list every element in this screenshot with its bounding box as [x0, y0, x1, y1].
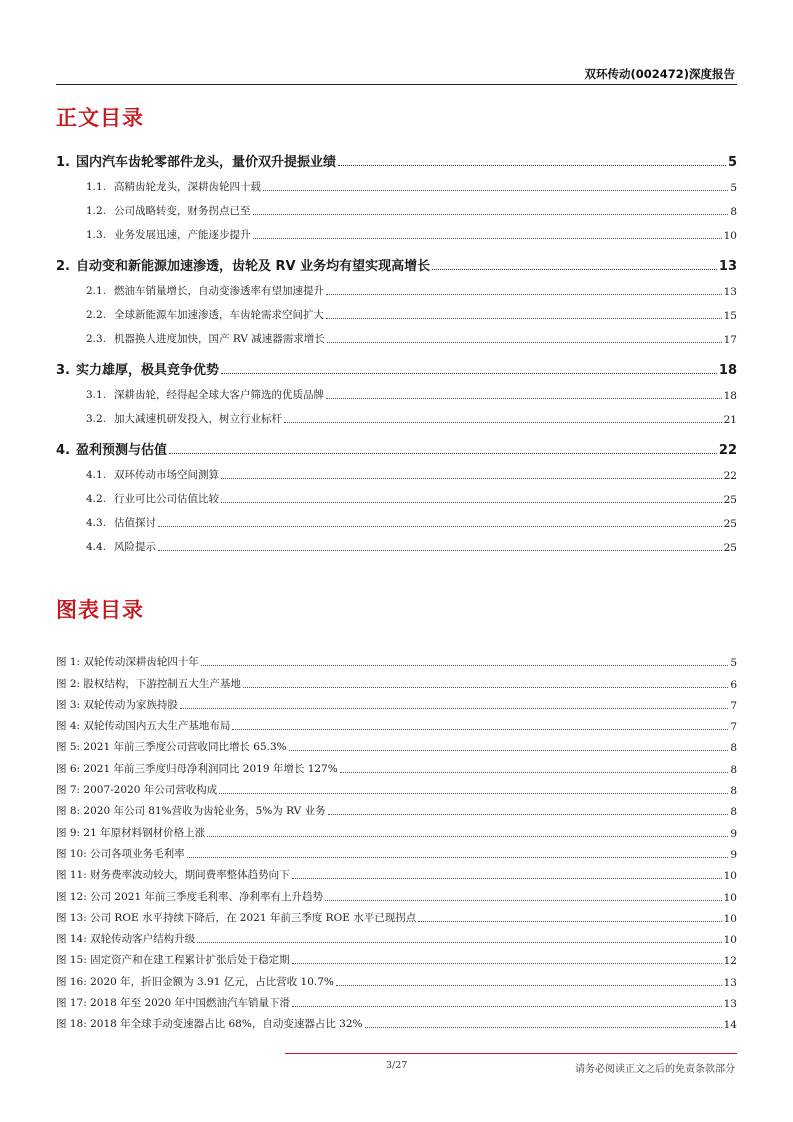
- figure-title: 双轮传动国内五大生产基地布局: [83, 720, 231, 733]
- dot-leader: [169, 453, 717, 454]
- toc-item-3-2[interactable]: [56, 402, 737, 426]
- figure-page: 12: [723, 955, 737, 968]
- figure-label: 图 3:: [56, 698, 81, 711]
- dot-leader: [232, 729, 728, 730]
- toc-item-title: 深耕齿轮，经得起全球大客户筛选的优质品牌: [114, 389, 324, 401]
- figure-entry[interactable]: [56, 733, 737, 754]
- toc-item-number: 1.1.: [86, 181, 107, 193]
- toc-item-page: 21: [723, 414, 737, 426]
- figure-page: 7: [730, 699, 737, 712]
- figure-title: 2018 年全球手动变速器占比 68%，自动变速器占比 32%: [90, 1018, 363, 1031]
- toc-item-number: 4.3.: [86, 517, 107, 529]
- dot-leader: [180, 708, 728, 709]
- toc-item-page: 22: [723, 470, 737, 482]
- dot-leader: [326, 294, 722, 295]
- toc-item-title: 双环传动市场空间测算: [114, 469, 219, 481]
- toc-item-title: 公司战略转变，财务拐点已至: [114, 205, 251, 217]
- toc-item-title: 行业可比公司估值比较: [114, 493, 219, 505]
- toc-item-number: 2.1.: [86, 285, 107, 297]
- figure-title: 股权结构，下游控制五大生产基地: [83, 677, 241, 690]
- dot-leader: [365, 1027, 722, 1028]
- figure-page: 10: [723, 870, 737, 883]
- dot-leader: [253, 238, 722, 239]
- toc-section-4[interactable]: [56, 434, 737, 458]
- toc-section-number: 1.: [56, 155, 70, 170]
- dot-leader: [219, 793, 728, 794]
- toc-section-page: 18: [718, 363, 737, 378]
- toc-item-title: 燃油车销量增长，自动变渗透率有望加速提升: [114, 285, 324, 297]
- dot-leader: [327, 342, 722, 343]
- toc-item-title: 高精齿轮龙头，深耕齿轮四十载: [114, 181, 261, 193]
- figure-label: 图 2:: [56, 677, 81, 690]
- figure-page: 13: [723, 976, 737, 989]
- toc-section-2[interactable]: [56, 250, 737, 274]
- figure-title: 双轮传动为家族持股: [83, 698, 178, 711]
- list-of-figures: [56, 648, 737, 1031]
- dot-leader: [263, 190, 728, 191]
- toc-item-4-4[interactable]: [56, 530, 737, 554]
- figure-entry[interactable]: [56, 754, 737, 775]
- figure-title: 双轮传动深耕齿轮四十年: [83, 656, 199, 669]
- figure-title: 2020 年，折旧金额为 3.91 亿元，占比营收 10.7%: [90, 975, 334, 988]
- figure-page: 10: [723, 934, 737, 947]
- toc-section-number: 3.: [56, 363, 70, 378]
- disclaimer-note: 请务必阅读正文之后的免责条款部分: [575, 1064, 735, 1075]
- dot-leader: [340, 772, 729, 773]
- figure-title: 2018 年至 2020 年中国燃油汽车销量下滑: [90, 997, 291, 1010]
- toc-item-4-1[interactable]: [56, 458, 737, 482]
- figure-page: 5: [730, 657, 737, 670]
- figures-title: 图表目录: [56, 598, 144, 622]
- toc-item-title: 全球新能源车加速渗透，车齿轮需求空间扩大: [114, 309, 324, 321]
- figure-entry[interactable]: [56, 946, 737, 967]
- toc-item-2-3[interactable]: [56, 322, 737, 346]
- figure-page: 9: [730, 848, 737, 861]
- toc-section-title: 实力雄厚，极具竞争优势: [76, 363, 220, 378]
- figure-label: 图 7:: [56, 784, 81, 797]
- toc-item-1-2[interactable]: [56, 194, 737, 218]
- figure-title: 固定资产和在建工程累计扩张后处于稳定期: [90, 954, 290, 967]
- dot-leader: [325, 900, 722, 901]
- dot-leader: [432, 269, 717, 270]
- toc-section-page: 22: [718, 443, 737, 458]
- figure-entry[interactable]: [56, 776, 737, 797]
- figure-page: 14: [723, 1019, 737, 1032]
- dot-leader: [221, 502, 722, 503]
- figure-label: 图 10:: [56, 847, 87, 860]
- dot-leader: [221, 373, 717, 374]
- toc-item-page: 25: [723, 494, 737, 506]
- page-number: 3/27: [386, 1060, 408, 1071]
- toc-item-number: 1.3.: [86, 229, 107, 241]
- figure-page: 8: [730, 763, 737, 776]
- toc-item-number: 3.1.: [86, 389, 107, 401]
- figure-entry[interactable]: [56, 967, 737, 988]
- toc-item-2-2[interactable]: [56, 298, 737, 322]
- figure-label: 图 18:: [56, 1018, 87, 1031]
- figure-entry[interactable]: [56, 925, 737, 946]
- toc-item-2-1[interactable]: [56, 274, 737, 298]
- toc-section-title: 国内汽车齿轮零部件龙头，量价双升提振业绩: [76, 155, 337, 170]
- toc-item-title: 风险提示: [114, 541, 156, 553]
- figure-title: 2020 年公司 81%营收为齿轮业务，5%为 RV 业务: [83, 805, 326, 818]
- toc-item-number: 2.2.: [86, 309, 107, 321]
- toc-item-page: 13: [723, 286, 737, 298]
- toc-item-page: 8: [730, 206, 737, 218]
- figure-title: 2021 年前三季度归母净利润同比 2019 年增长 127%: [83, 762, 338, 775]
- figure-entry[interactable]: [56, 648, 737, 669]
- figure-page: 10: [723, 891, 737, 904]
- figure-entry[interactable]: [56, 1010, 737, 1031]
- toc-item-page: 5: [730, 182, 737, 194]
- toc-item-number: 4.4.: [86, 541, 107, 553]
- toc-section-number: 4.: [56, 443, 70, 458]
- toc-item-page: 15: [723, 310, 737, 322]
- figure-label: 图 13:: [56, 911, 87, 924]
- figure-title: 财务费率波动较大，期间费率整体趋势向下: [90, 869, 290, 882]
- dot-leader: [158, 550, 722, 551]
- toc-item-title: 机器换人进度加快，国产 RV 减速器需求增长: [114, 333, 325, 345]
- figure-label: 图 9:: [56, 826, 81, 839]
- toc-item-number: 1.2.: [86, 205, 107, 217]
- dot-leader: [197, 942, 722, 943]
- figure-entry[interactable]: [56, 797, 737, 818]
- figure-entry[interactable]: [56, 669, 737, 690]
- figure-label: 图 12:: [56, 890, 87, 903]
- figure-label: 图 1:: [56, 656, 81, 669]
- figure-entry[interactable]: [56, 882, 737, 903]
- figure-label: 图 16:: [56, 975, 87, 988]
- figure-entry[interactable]: [56, 691, 737, 712]
- dot-leader: [253, 214, 729, 215]
- toc-item-4-3[interactable]: [56, 506, 737, 530]
- toc-item-title: 估值探讨: [114, 517, 156, 529]
- dot-leader: [418, 921, 721, 922]
- figure-page: 8: [730, 742, 737, 755]
- figure-page: 7: [730, 721, 737, 734]
- figure-label: 图 4:: [56, 720, 81, 733]
- toc-item-page: 25: [723, 518, 737, 530]
- dot-leader: [326, 318, 722, 319]
- toc-section-title: 盈利预测与估值: [76, 443, 168, 458]
- toc-item-number: 4.2.: [86, 493, 107, 505]
- figure-page: 13: [723, 998, 737, 1011]
- dot-leader: [326, 398, 722, 399]
- figure-page: 9: [730, 827, 737, 840]
- dot-leader: [158, 526, 722, 527]
- figure-title: 双轮传动客户结构升级: [90, 933, 196, 946]
- toc-section-title: 自动变和新能源加速渗透，齿轮及 RV 业务均有望实现高增长: [76, 259, 431, 274]
- report-header-title: 双环传动(002472)深度报告: [584, 67, 735, 81]
- figure-label: 图 17:: [56, 997, 87, 1010]
- dot-leader: [284, 422, 722, 423]
- table-of-contents: [56, 146, 737, 554]
- figure-entry[interactable]: [56, 904, 737, 925]
- toc-section-3[interactable]: [56, 354, 737, 378]
- dot-leader: [207, 836, 728, 837]
- figure-page: 8: [730, 785, 737, 798]
- toc-section-number: 2.: [56, 259, 70, 274]
- dot-leader: [243, 687, 728, 688]
- toc-item-number: 3.2.: [86, 413, 107, 425]
- figure-title: 公司各项业务毛利率: [90, 847, 185, 860]
- figure-label: 图 15:: [56, 954, 87, 967]
- toc-item-number: 4.1.: [86, 469, 107, 481]
- toc-item-4-2[interactable]: [56, 482, 737, 506]
- toc-item-title: 加大减速机研发投入，树立行业标杆: [114, 413, 282, 425]
- figure-title: 2007-2020 年公司营收构成: [83, 784, 218, 797]
- figure-page: 6: [730, 678, 737, 691]
- dot-leader: [292, 1006, 722, 1007]
- figure-page: 8: [730, 806, 737, 819]
- toc-item-3-1[interactable]: [56, 378, 737, 402]
- toc-item-number: 2.3.: [86, 333, 107, 345]
- toc-item-page: 25: [723, 542, 737, 554]
- toc-section-page: 13: [718, 259, 737, 274]
- toc-item-page: 18: [723, 390, 737, 402]
- figure-label: 图 5:: [56, 741, 81, 754]
- dot-leader: [289, 750, 729, 751]
- figure-entry[interactable]: [56, 840, 737, 861]
- dot-leader: [221, 478, 722, 479]
- toc-item-page: 10: [723, 230, 737, 242]
- toc-title: 正文目录: [56, 106, 144, 130]
- figure-entry[interactable]: [56, 861, 737, 882]
- figure-entry[interactable]: [56, 818, 737, 839]
- figure-title: 21 年原材料钢材价格上涨: [83, 826, 206, 839]
- footer-divider: [285, 1053, 737, 1054]
- toc-item-title: 业务发展迅速，产能逐步提升: [114, 229, 251, 241]
- toc-item-page: 17: [723, 334, 737, 346]
- figure-entry[interactable]: [56, 712, 737, 733]
- toc-item-1-1[interactable]: [56, 170, 737, 194]
- dot-leader: [187, 857, 729, 858]
- figure-label: 图 8:: [56, 805, 81, 818]
- dot-leader: [328, 814, 729, 815]
- dot-leader: [336, 985, 722, 986]
- figure-title: 公司 2021 年前三季度毛利率、净利率有上升趋势: [90, 890, 323, 903]
- dot-leader: [201, 665, 728, 666]
- toc-section-1[interactable]: [56, 146, 737, 170]
- figure-title: 公司 ROE 水平持续下降后，在 2021 年前三季度 ROE 水平已现拐点: [90, 911, 417, 924]
- dot-leader: [338, 165, 726, 166]
- figure-entry[interactable]: [56, 989, 737, 1010]
- figure-page: 10: [723, 912, 737, 925]
- dot-leader: [292, 878, 722, 879]
- figure-label: 图 14:: [56, 933, 87, 946]
- toc-section-page: 5: [727, 155, 737, 170]
- toc-item-1-3[interactable]: [56, 218, 737, 242]
- figure-label: 图 6:: [56, 762, 81, 775]
- header-divider: [56, 84, 737, 85]
- figure-title: 2021 年前三季度公司营收同比增长 65.3%: [83, 741, 287, 754]
- dot-leader: [292, 963, 722, 964]
- figure-label: 图 11:: [56, 869, 87, 882]
